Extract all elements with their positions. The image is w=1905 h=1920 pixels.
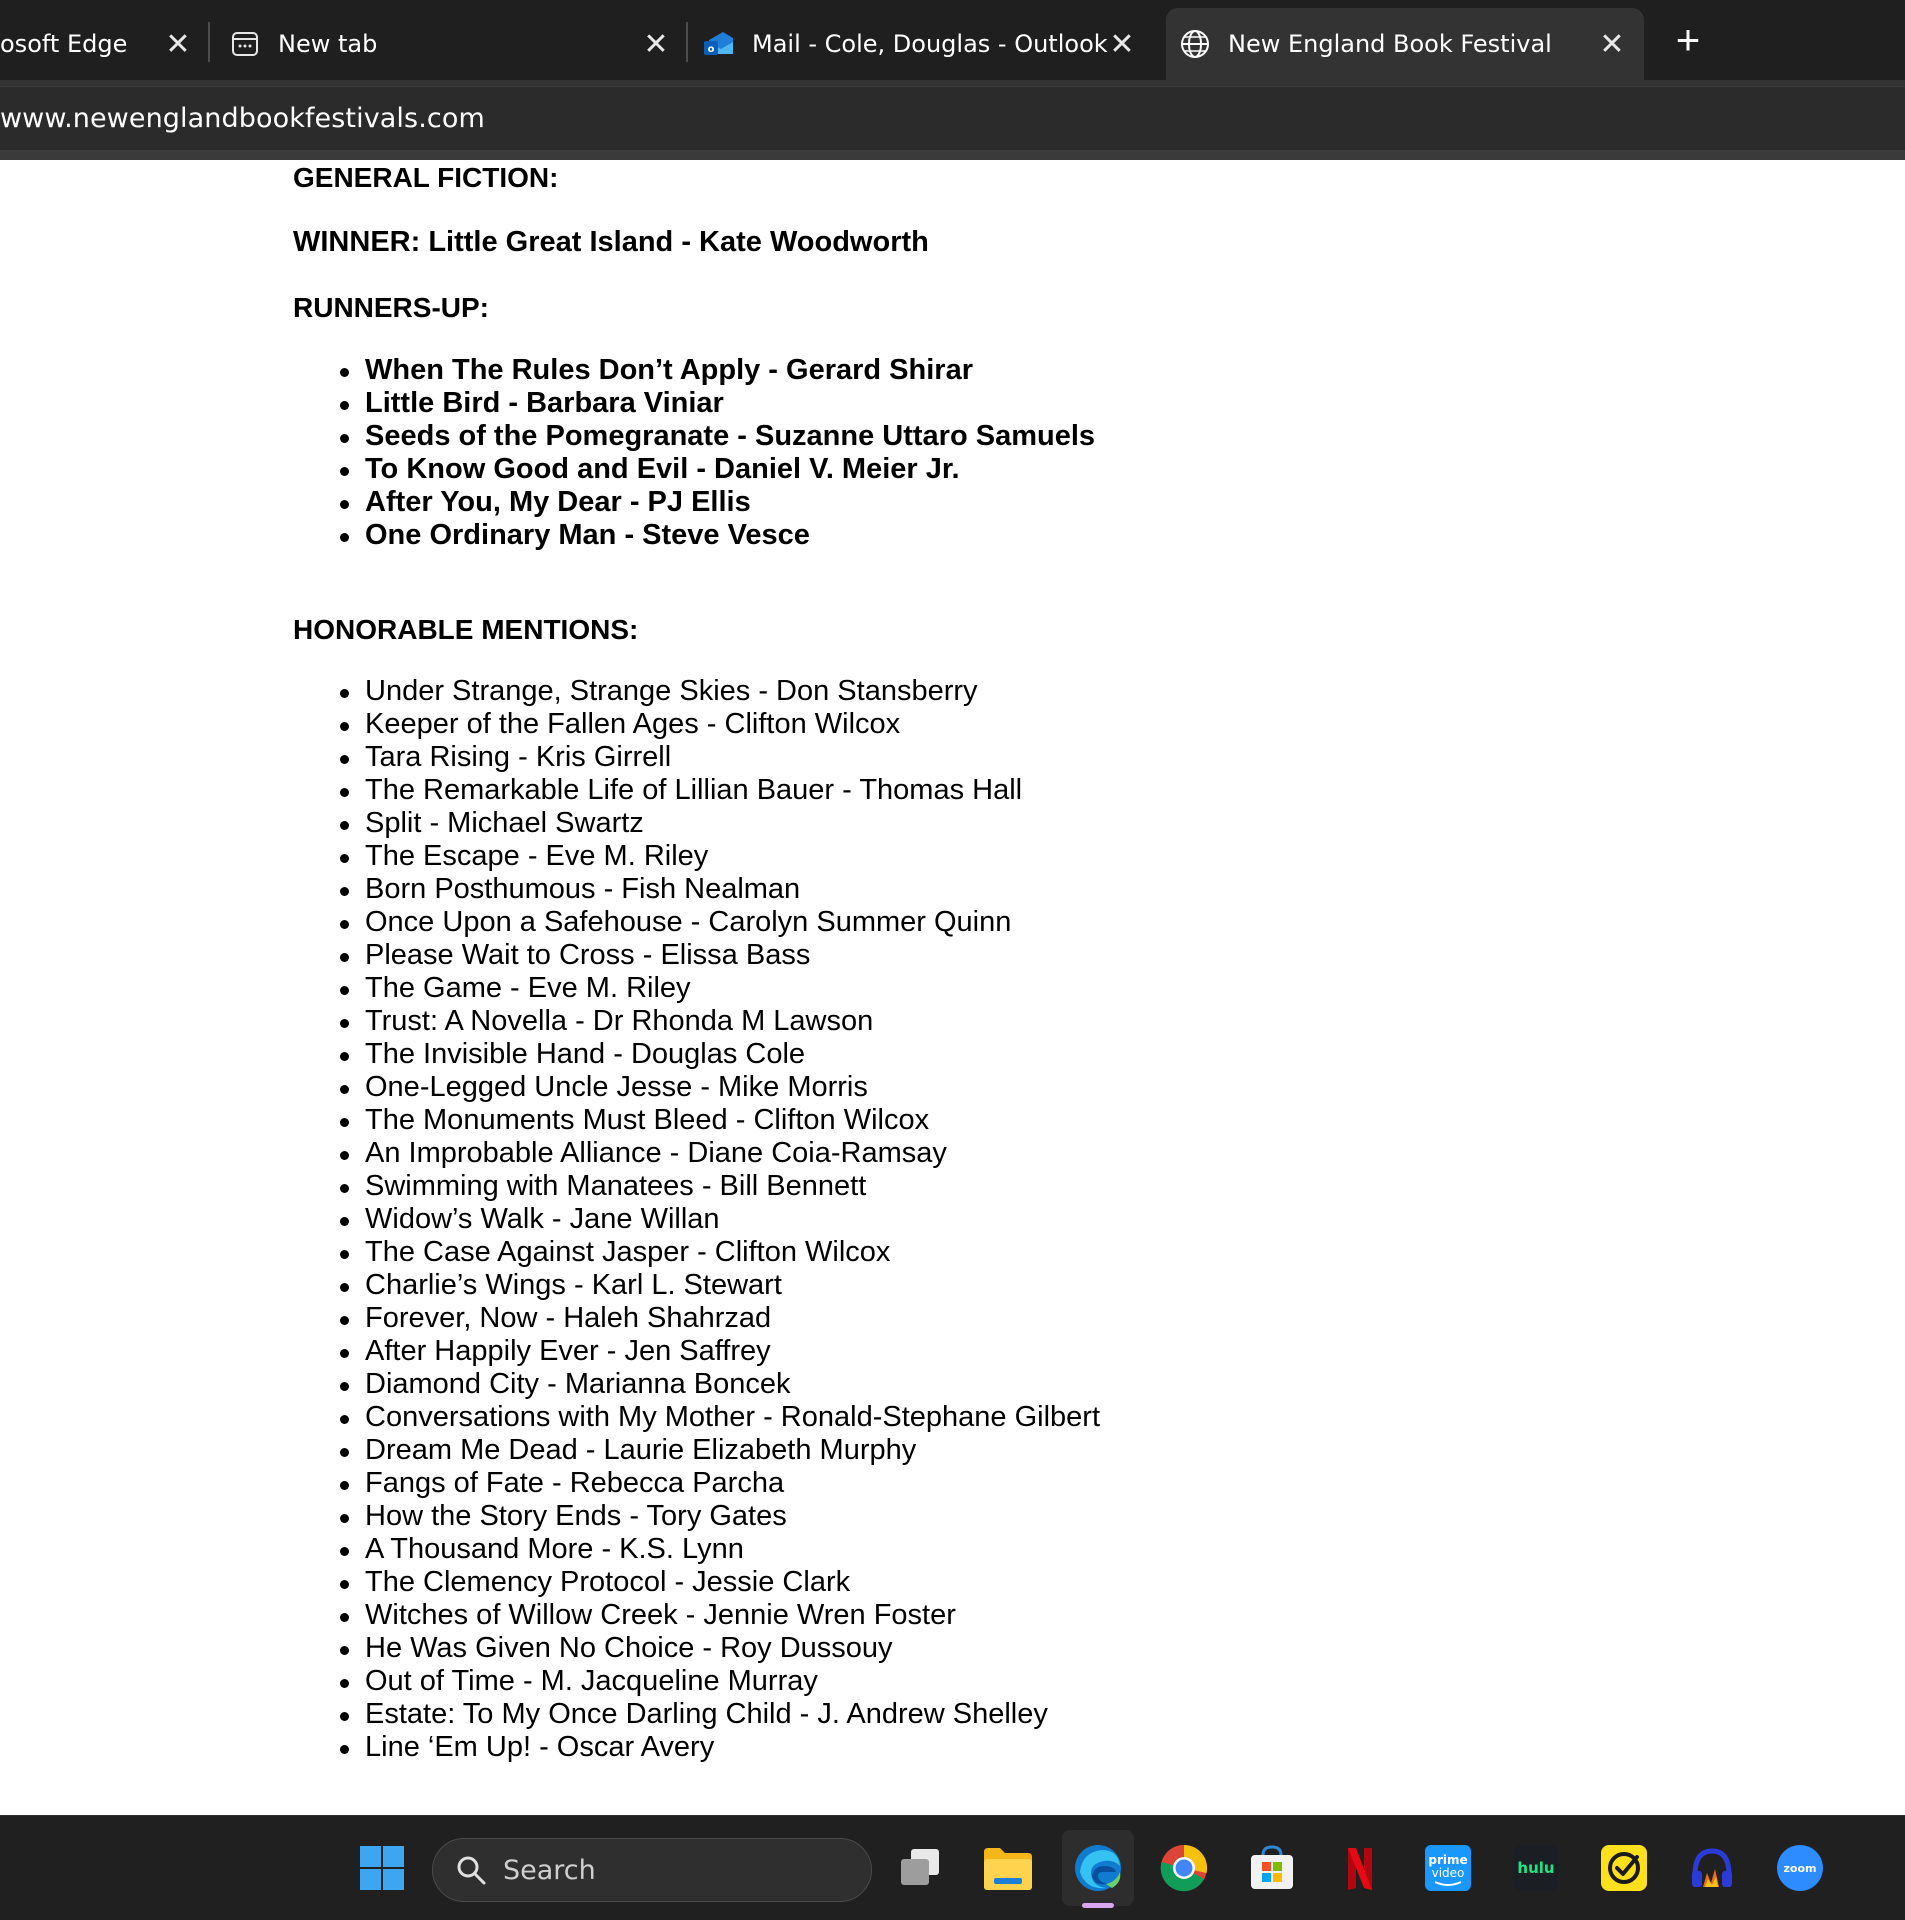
honorable-mention-item: Keeper of the Fallen Ages - Clifton Wilcox: [365, 708, 1100, 741]
honorable-mention-item: Diamond City - Marianna Boncek: [365, 1368, 1100, 1401]
checkmark-app-icon: [1599, 1843, 1649, 1893]
honorable-mention-item: Split - Michael Swartz: [365, 807, 1100, 840]
microsoft-store-button[interactable]: [1238, 1834, 1306, 1902]
new-tab-icon: [228, 27, 262, 61]
honorable-mention-item: Dream Me Dead - Laurie Elizabeth Murphy: [365, 1434, 1100, 1467]
svg-text:o: o: [707, 44, 715, 55]
close-icon[interactable]: ✕: [643, 26, 669, 62]
honorable-mention-item: Tara Rising - Kris Girrell: [365, 741, 1100, 774]
taskbar-search[interactable]: [432, 1838, 872, 1902]
file-explorer-button[interactable]: [974, 1834, 1042, 1902]
url-text: www.newenglandbookfestivals.com: [0, 103, 485, 134]
prime-video-icon: [1423, 1843, 1473, 1893]
start-button[interactable]: [348, 1834, 416, 1902]
page-content: [0, 160, 1905, 1815]
honorable-mentions-heading: HONORABLE MENTIONS:: [293, 614, 639, 645]
new-tab-button[interactable]: +: [1675, 16, 1701, 63]
svg-text:prime: prime: [1428, 1853, 1468, 1867]
tab-outlook-mail[interactable]: [702, 8, 1164, 80]
svg-text:zoom: zoom: [1783, 1862, 1817, 1875]
tab-microsoft-edge[interactable]: [0, 8, 200, 80]
close-icon[interactable]: ✕: [1109, 26, 1135, 62]
todo-app-button[interactable]: [1590, 1834, 1658, 1902]
runners-up-heading: RUNNERS-UP:: [293, 292, 489, 323]
honorable-mention-item: He Was Given No Choice - Roy Dussouy: [365, 1632, 1100, 1665]
tab-new-england-book-festival[interactable]: [1166, 8, 1644, 80]
hulu-icon: [1511, 1843, 1561, 1893]
honorable-mention-item: Forever, Now - Haleh Shahrzad: [365, 1302, 1100, 1335]
tab-strip: [0, 0, 1905, 80]
windows-icon: [358, 1844, 406, 1892]
runner-up-item: When The Rules Don’t Apply - Gerard Shirar: [365, 354, 1095, 387]
outlook-icon: [702, 27, 736, 61]
tab-separator: [208, 22, 210, 62]
honorable-mention-item: After Happily Ever - Jen Saffrey: [365, 1335, 1100, 1368]
honorable-mention-item: An Improbable Alliance - Diane Coia-Ramsay: [365, 1137, 1100, 1170]
honorable-mentions-list: [365, 675, 1100, 1764]
close-icon[interactable]: ✕: [1599, 26, 1625, 62]
task-view-icon: [895, 1843, 945, 1893]
edge-button[interactable]: [1062, 1830, 1134, 1906]
globe-icon: [1178, 27, 1212, 61]
headphones-icon: [1687, 1843, 1737, 1893]
honorable-mention-item: The Remarkable Life of Lillian Bauer - Thomas Hall: [365, 774, 1100, 807]
honorable-mention-item: Witches of Willow Creek - Jennie Wren Foster: [365, 1599, 1100, 1632]
honorable-mention-item: Once Upon a Safehouse - Carolyn Summer Quinn: [365, 906, 1100, 939]
tab-label: Mail - Cole, Douglas - Outlook: [752, 30, 1108, 58]
honorable-mention-item: The Clemency Protocol - Jessie Clark: [365, 1566, 1100, 1599]
tab-label: New tab: [278, 30, 378, 58]
active-app-indicator: [1082, 1903, 1114, 1908]
svg-text:hulu: hulu: [1517, 1859, 1555, 1877]
url-field[interactable]: [0, 86, 1905, 152]
runner-up-item: After You, My Dear - PJ Ellis: [365, 486, 1095, 519]
prime-video-button[interactable]: [1414, 1834, 1482, 1902]
honorable-mention-item: Please Wait to Cross - Elissa Bass: [365, 939, 1100, 972]
honorable-mention-item: One-Legged Uncle Jesse - Mike Morris: [365, 1071, 1100, 1104]
honorable-mention-item: Line ‘Em Up! - Oscar Avery: [365, 1731, 1100, 1764]
runner-up-item: Seeds of the Pomegranate - Suzanne Uttaro Samuels: [365, 420, 1096, 452]
honorable-mention-item: The Escape - Eve M. Riley: [365, 840, 1100, 873]
task-view-button[interactable]: [886, 1834, 954, 1902]
search-icon: [455, 1854, 487, 1886]
honorable-mention-item: Conversations with My Mother - Ronald-Stephane Gilbert: [365, 1401, 1100, 1433]
honorable-mention-item: The Case Against Jasper - Clifton Wilcox: [365, 1236, 1100, 1269]
runners-up-list: [365, 354, 1095, 552]
tab-new-tab[interactable]: [228, 8, 684, 80]
runner-up-item: To Know Good and Evil - Daniel V. Meier Jr.: [365, 453, 1095, 486]
netflix-button[interactable]: [1326, 1834, 1394, 1902]
edge-icon: [1072, 1842, 1124, 1894]
store-icon: [1247, 1843, 1297, 1893]
honorable-mention-item: The Invisible Hand - Douglas Cole: [365, 1038, 1100, 1071]
honorable-mention-item: The Monuments Must Bleed - Clifton Wilcox: [365, 1104, 1100, 1137]
honorable-mention-item: Trust: A Novella - Dr Rhonda M Lawson: [365, 1005, 1100, 1038]
honorable-mention-item: Estate: To My Once Darling Child - J. Andrew Shelley: [365, 1698, 1100, 1731]
close-icon[interactable]: ✕: [165, 26, 191, 62]
audio-app-button[interactable]: [1678, 1834, 1746, 1902]
tab-label: osoft Edge: [0, 30, 128, 58]
zoom-icon: [1775, 1843, 1825, 1893]
tab-separator: [686, 22, 688, 62]
chrome-icon: [1159, 1843, 1209, 1893]
honorable-mention-item: Born Posthumous - Fish Nealman: [365, 873, 1100, 906]
honorable-mention-item: Fangs of Fate - Rebecca Parcha: [365, 1467, 1100, 1500]
runner-up-item: One Ordinary Man - Steve Vesce: [365, 519, 1095, 552]
honorable-mention-item: How the Story Ends - Tory Gates: [365, 1500, 1100, 1533]
toolbar-divider: [0, 150, 1905, 160]
address-bar: [0, 80, 1905, 156]
tab-label: New England Book Festival: [1228, 30, 1552, 58]
search-placeholder: Search: [503, 1854, 596, 1886]
honorable-mention-item: Charlie’s Wings - Karl L. Stewart: [365, 1269, 1100, 1302]
zoom-button[interactable]: [1766, 1834, 1834, 1902]
category-heading: GENERAL FICTION:: [293, 162, 559, 193]
winner-heading: WINNER: Little Great Island - Kate Woodworth: [293, 226, 929, 258]
honorable-mention-item: Widow’s Walk - Jane Willan: [365, 1203, 1100, 1236]
chrome-button[interactable]: [1150, 1834, 1218, 1902]
hulu-button[interactable]: [1502, 1834, 1570, 1902]
netflix-icon: [1340, 1844, 1380, 1892]
honorable-mention-item: The Game - Eve M. Riley: [365, 972, 1100, 1005]
honorable-mention-item: Out of Time - M. Jacqueline Murray: [365, 1665, 1100, 1698]
taskbar: [0, 1815, 1905, 1920]
honorable-mention-item: A Thousand More - K.S. Lynn: [365, 1533, 1100, 1566]
honorable-mention-item: Under Strange, Strange Skies - Don Stansberry: [365, 675, 1100, 708]
runner-up-item: Little Bird - Barbara Viniar: [365, 387, 1095, 420]
honorable-mention-item: Swimming with Manatees - Bill Bennett: [365, 1170, 1100, 1203]
svg-text:video: video: [1431, 1866, 1465, 1880]
folder-icon: [982, 1844, 1034, 1892]
